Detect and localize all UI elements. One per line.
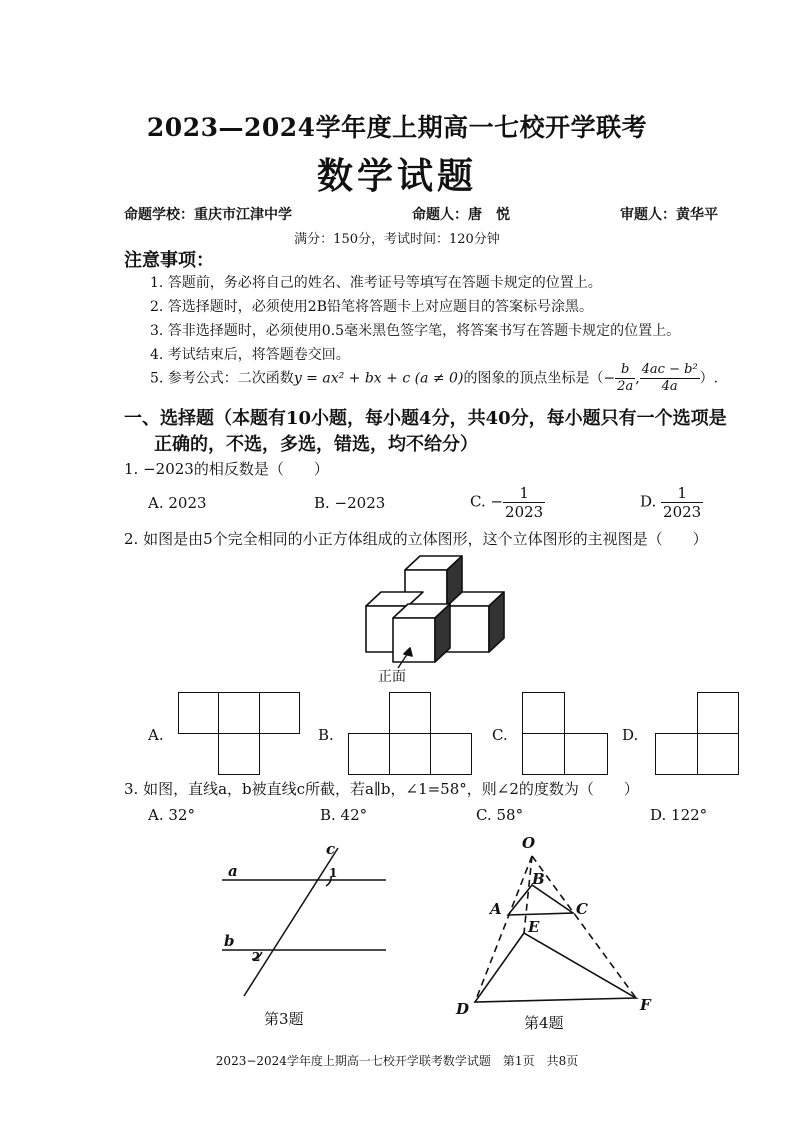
vertex-x-fraction: $\frac{b}{2a}$ — [617, 362, 634, 394]
exam-subtitle: 数学试题 — [316, 155, 477, 197]
q3-option-d: D. 122° — [650, 806, 708, 824]
point-d-label: D — [456, 1000, 470, 1018]
point-o-label: O — [522, 834, 536, 852]
q1-option-a: A. 2023 — [148, 494, 207, 512]
notice-item: 4. 考试结束后，将答题卷交回。 — [150, 347, 350, 363]
q3-option-b: B. 42° — [320, 806, 368, 824]
q2-option-b: B. — [318, 726, 334, 744]
score-time-line: 满分：150分，考试时间：120分钟 — [294, 232, 500, 247]
question-2-stem: 2. 如图是由5个完全相同的小正方体组成的立体图形，这个立体图形的主视图是（ ） — [124, 530, 708, 548]
section-heading: 一、选择题（本题有10小题，每小题4分，共40分，每小题只有一个选项是 — [124, 408, 727, 429]
q1-option-c: C. − $\frac{1}{2023}$ — [470, 484, 544, 521]
notice-item-formula: 5. 参考公式：二次函数y = ax² + bx + c (a ≠ 0)的图象的顶点坐标是（− $\frac{b}{2a}$ , $\frac{\text{4ac − b²}}{4a}$ ）. — [150, 362, 719, 394]
q3-option-a: A. 32° — [148, 806, 195, 824]
question-1-stem: 1. −2023的相反数是（ ） — [124, 460, 329, 478]
notice-heading: 注意事项： — [124, 250, 214, 271]
vertex-y-fraction: $\frac{\text{4ac − b²}}{4a}$ — [641, 362, 698, 394]
formula-prefix: 5. 参考公式：二次函数 — [150, 370, 294, 387]
angle-1-label: 1 — [329, 866, 338, 880]
notice-item: 2. 答选择题时，必须使用2B铅笔将答题卡上对应题目的答案标号涂黑。 — [150, 299, 594, 315]
figure-4-caption: 第4题 — [524, 1014, 564, 1032]
point-c-label: C — [576, 900, 588, 918]
exam-title: 2023—2024学年度上期高一七校开学联考 — [146, 113, 648, 142]
q1-option-d: D. $\frac{1}{2023}$ — [640, 484, 702, 521]
line-c-label: c — [326, 840, 336, 858]
point-f-label: F — [640, 996, 651, 1014]
section-heading-cont: 正确的，不选，多选，错选，均不给分） — [154, 434, 478, 455]
angle-2-label: 2 — [252, 950, 261, 964]
notice-item: 3. 答非选择题时，必须使用0.5毫米黑色签字笔，将答案书写在答题卡规定的位置上。 — [150, 323, 681, 339]
point-e-label: E — [528, 918, 540, 936]
page-footer: 2023−2024学年度上期高一七校开学联考数学试题 第1页 共8页 — [215, 1054, 579, 1068]
point-a-label: A — [490, 900, 502, 918]
school-line: 命题学校：重庆市江津中学 — [124, 207, 292, 223]
formula-quadratic: y = ax² + bx + c (a ≠ 0) — [293, 370, 464, 387]
formula-middle: 的图象的顶点坐标是 — [463, 370, 590, 387]
line-b-label: b — [224, 932, 235, 950]
figure-3-caption: 第3题 — [264, 1010, 304, 1028]
q2-option-d: D. — [622, 726, 639, 744]
notice-item: 1. 答题前，务必将自己的姓名、准考证号等填写在答题卡规定的位置上。 — [150, 275, 602, 291]
reviewer-line: 审题人：黄华平 — [620, 207, 718, 223]
question-3-stem: 3. 如图，直线a，b被直线c所截，若a∥b，∠1=58°，则∠2的度数为（ ） — [124, 780, 639, 798]
q1-option-b: B. −2023 — [314, 494, 386, 512]
line-a-label: a — [228, 862, 238, 880]
q2-option-c: C. — [492, 726, 508, 744]
q3-option-c: C. 58° — [476, 806, 524, 824]
author-line: 命题人：唐 悦 — [412, 207, 510, 223]
q2-option-a: A. — [148, 726, 164, 744]
point-b-label: B — [532, 870, 545, 888]
front-view-label: 正面 — [378, 669, 406, 685]
